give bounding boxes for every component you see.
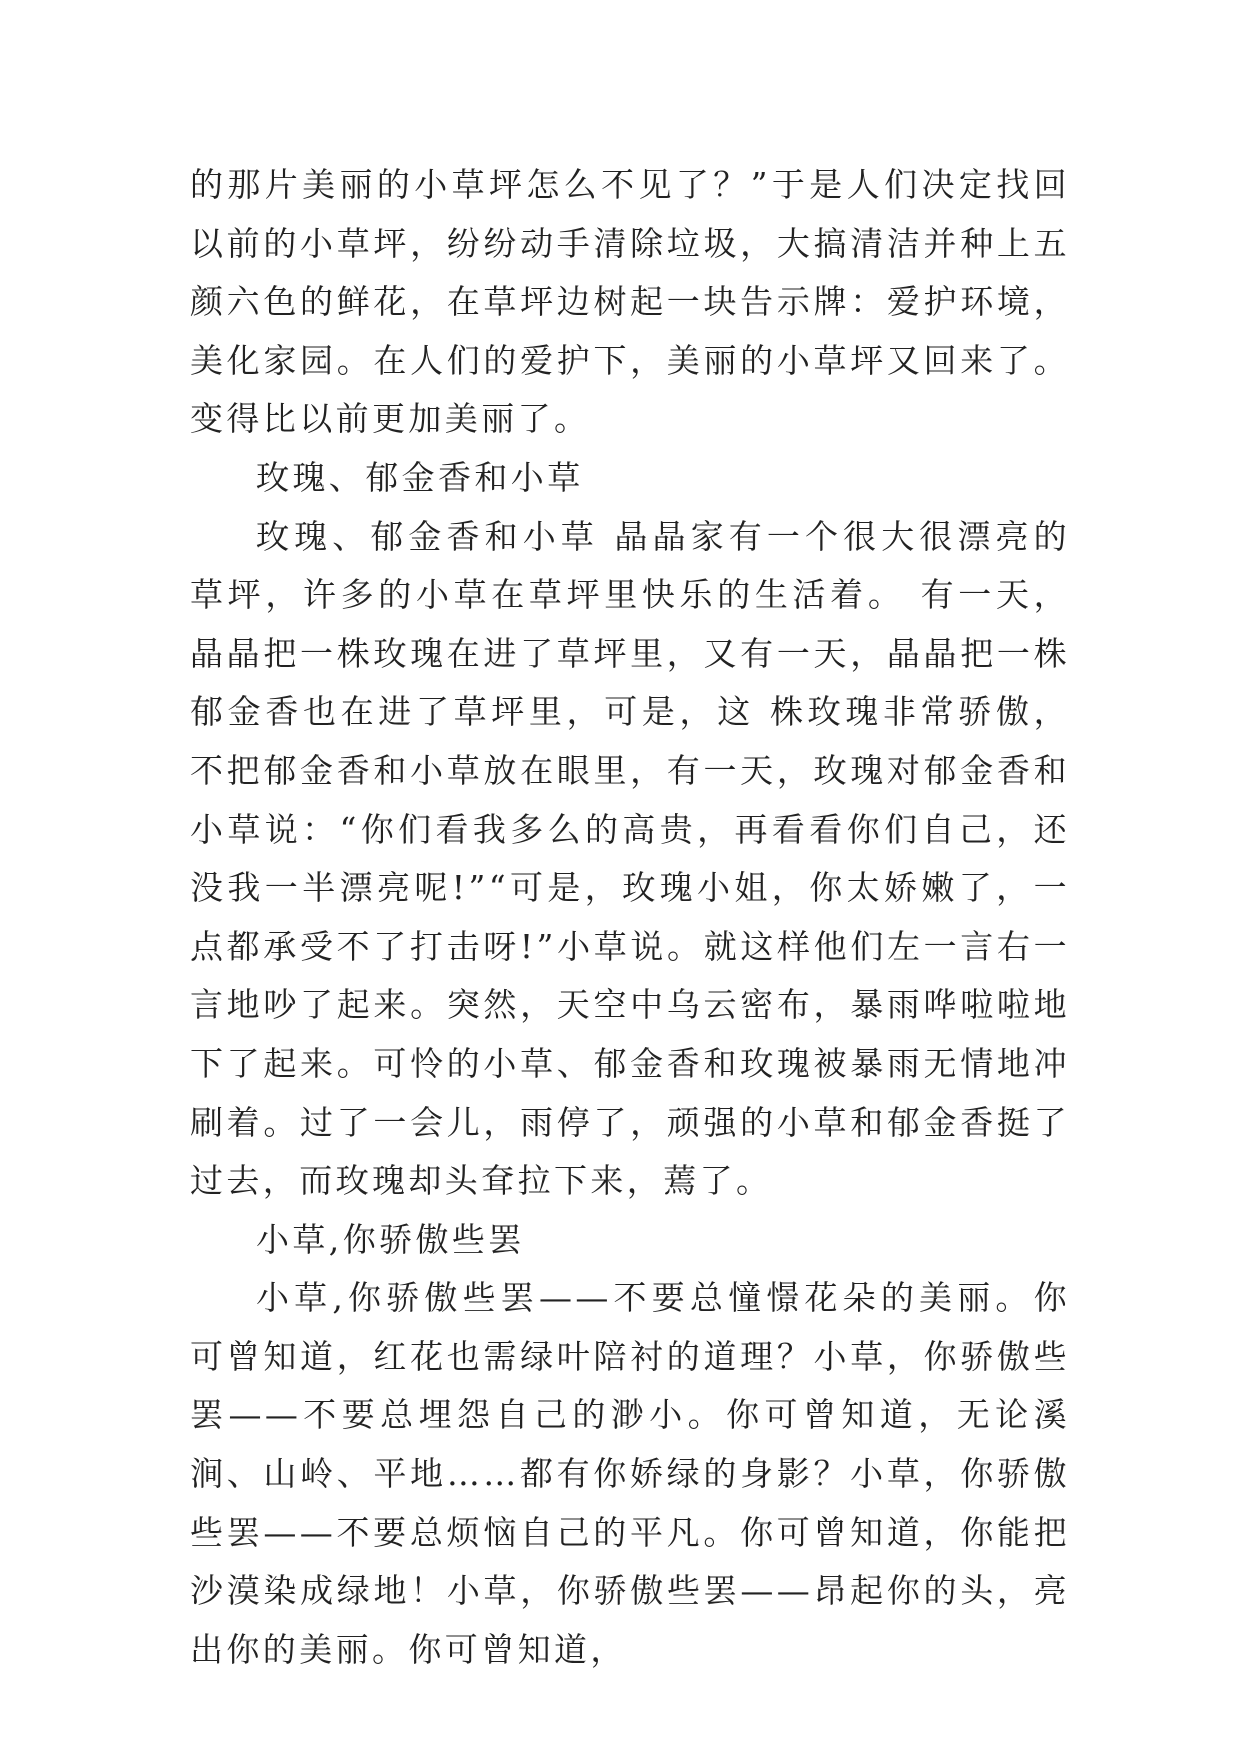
section-title-little-grass-be-proud: 小草,你骄傲些罢 (256, 1219, 525, 1259)
paragraph-rose-tulip-grass: 玫瑰、郁金香和小草 晶晶家有一个很大很漂亮的草坪，许多的小草在草坪里快乐的生活着。 有一天，晶晶把一株玫瑰在进了草坪里，又有一天，晶晶把一株郁金香也在进了草坪里，可是，这 株玫瑰非常骄傲，不把郁金香和小草放在眼里，有一天，玫瑰对郁金香和小草说：“你们看我多么的高贵，再看看你们自己，还没我一半漂亮呢!”“可是，玫瑰小姐，你太娇嫩了，一点都承受不了打击呀!”小草说。就这样他们左一言右一言地吵了起来。突然，天空中乌云密布，暴雨哗啦啦地下了起来。可怜的小草、郁金香和玫瑰被暴雨无情地冲刷着。过了一会儿，雨停了，顽强的小草和郁金香挺了过去，而玫瑰却头耷拉下来，蔫了。 (190, 516, 1070, 1201)
paragraph-little-grass-be-proud: 小草,你骄傲些罢——不要总憧憬花朵的美丽。你可曾知道，红花也需绿叶陪衬的道理？小草，你骄傲些罢——不要总埋怨自己的渺小。你可曾知道，无论溪涧、山岭、平地……都有你娇绿的身影？小草，你骄傲些罢——不要总烦恼自己的平凡。你可曾知道，你能把沙漠染成绿地！小草，你骄傲些罢——昂起你的头，亮出你的美丽。你可曾知道， (190, 1278, 1070, 1669)
paragraph-lawn-story-ending: 的那片美丽的小草坪怎么不见了？”于是人们决定找回以前的小草坪，纷纷动手清除垃圾，大搞清洁并种上五颜六色的鲜花，在草坪边树起一块告示牌：爱护环境，美化家园。在人们的爱护下，美丽的小草坪又回来了。变得比以前更加美丽了。 (190, 165, 1070, 439)
document-body (190, 156, 1070, 1679)
section-title-rose-tulip-grass: 玫瑰、郁金香和小草 (256, 457, 584, 497)
